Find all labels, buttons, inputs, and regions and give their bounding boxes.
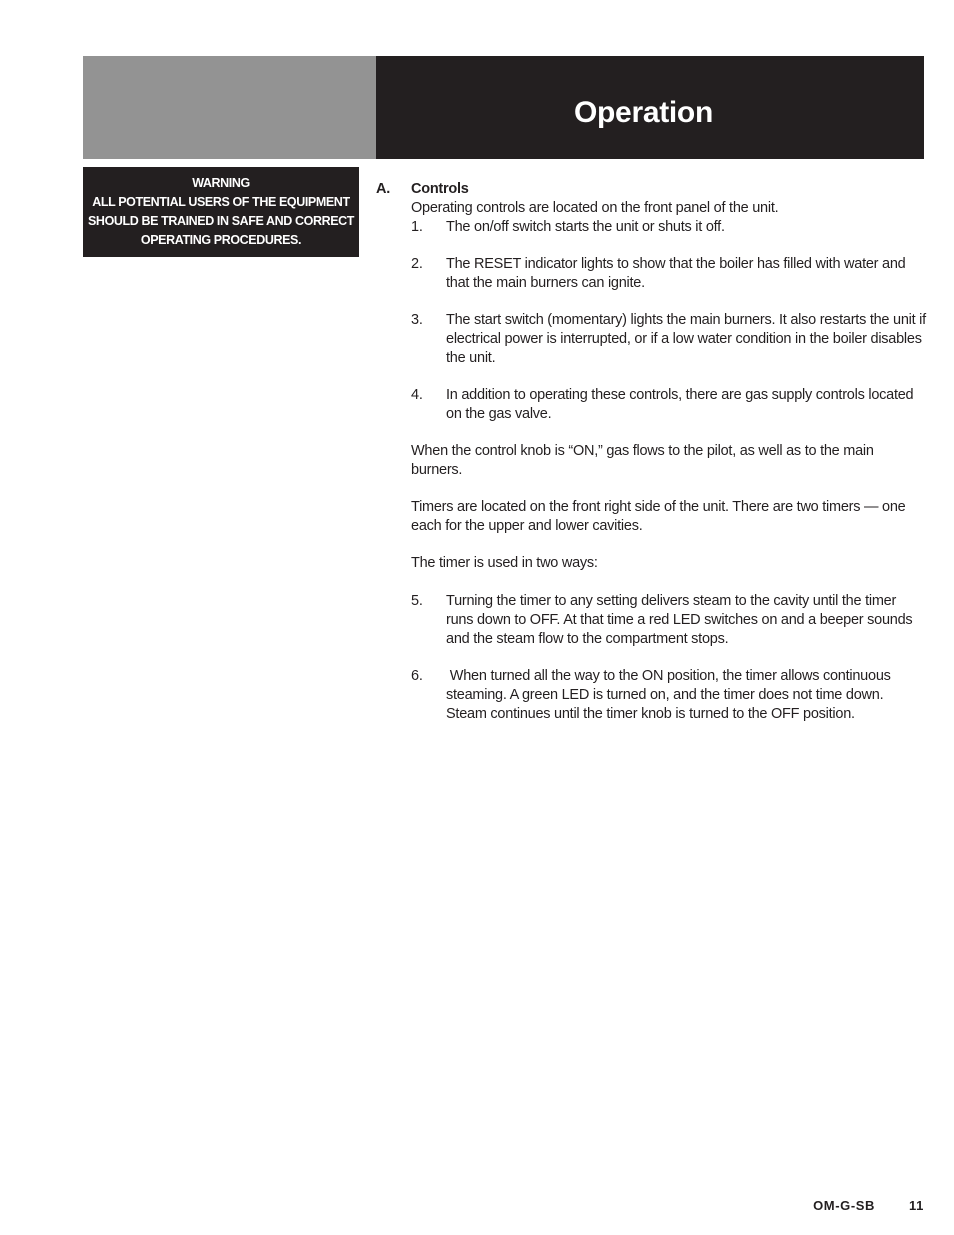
- list-number: 3.: [411, 312, 423, 328]
- list-number: 1.: [411, 219, 423, 235]
- warning-box: [83, 167, 359, 257]
- page-number: 11: [909, 1198, 924, 1213]
- list-text: The on/off switch starts the unit or shuts it off.: [446, 219, 725, 235]
- warning-line: OPERATING PROCEDURES.: [140, 233, 302, 247]
- list-number: 5.: [411, 593, 423, 609]
- list-text: When turned all the way to the ON position, the timer allows continuous steaming. A green LED is turned on, and the timer does not time down. Steam continues until the timer knob is turned to the OFF position.: [446, 668, 895, 722]
- page-title: Operation: [574, 96, 713, 129]
- section-intro: Operating controls are located on the front panel of the unit.: [411, 200, 779, 216]
- header-title-band: [376, 56, 924, 159]
- list-number: 2.: [411, 256, 423, 272]
- list-text: In addition to operating these controls, there are gas supply controls located on the gas valve.: [446, 387, 914, 422]
- warning-line: SHOULD BE TRAINED IN SAFE AND CORRECT: [88, 214, 354, 228]
- section-title: Controls: [411, 181, 469, 197]
- page-footer: [790, 1198, 924, 1213]
- section-heading: [376, 180, 926, 199]
- list-number: 4.: [411, 387, 423, 403]
- list-text: The RESET indicator lights to show that the boiler has filled with water and that the main burners can ignite.: [446, 256, 906, 291]
- list-item: [411, 218, 926, 237]
- list-number: 6.: [411, 668, 423, 684]
- list-item: [411, 386, 926, 424]
- section-letter: A.: [376, 181, 390, 197]
- list-text: Turning the timer to any setting delivers steam to the cavity until the timer runs down to OFF. At that time a red LED switches on and a beeper sounds and the steam flow to the compartment stops.: [446, 593, 913, 647]
- list-item: [411, 311, 926, 368]
- paragraph: When the control knob is “ON,” gas flows to the pilot, as well as to the main burners.: [411, 443, 874, 478]
- list-item: [411, 592, 926, 649]
- list-item: [411, 255, 926, 293]
- document-code: OM-G-SB: [813, 1198, 876, 1213]
- warning-line: ALL POTENTIAL USERS OF THE EQUIPMENT: [92, 195, 350, 209]
- list-item: [411, 667, 926, 724]
- paragraph: The timer is used in two ways:: [411, 555, 598, 571]
- warning-heading: WARNING: [192, 176, 250, 190]
- header-gray-band: [83, 56, 376, 159]
- list-text: The start switch (momentary) lights the main burners. It also restarts the unit if electrical power is interrupted, or if a low water condition in the boiler disables the unit.: [446, 312, 926, 366]
- paragraph: Timers are located on the front right side of the unit. There are two timers — one each for the upper and lower cavities.: [411, 499, 906, 534]
- main-content: [376, 180, 926, 724]
